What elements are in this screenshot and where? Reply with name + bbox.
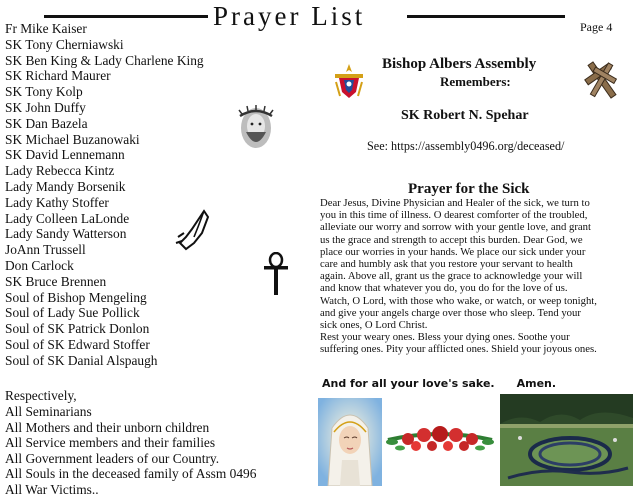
prayer-name-item: SK Tony Cherniawski: [5, 36, 124, 52]
respectively-item: All War Victims..: [5, 481, 99, 497]
prayer-name-item: SK Dan Bazela: [5, 115, 88, 131]
prayer-name-list: [5, 21, 204, 369]
crossed-crosses-icon: [580, 58, 624, 102]
respectively-heading: Respectively,: [5, 388, 77, 403]
prayer-name-item: Soul of Bishop Mengeling: [5, 289, 147, 305]
amen-text: Amen.: [516, 377, 557, 390]
prayer-name-item: Soul of SK Patrick Donlon: [5, 321, 150, 337]
prayer-name-item: SK Michael Buzanowaki: [5, 131, 140, 147]
prayer-name-item: Soul of SK Edward Stoffer: [5, 336, 150, 352]
prayer-name-item: SK David Lennemann: [5, 147, 125, 163]
prayer-name-item: SK Tony Kolp: [5, 84, 83, 100]
gathering-photo-image: [500, 394, 633, 486]
header-rule-right: [407, 15, 565, 18]
prayer-name-item: SK Bruce Brennen: [5, 273, 107, 289]
prayer-line: alleviate our worry and sorrow with your gentle love, and grant: [320, 221, 591, 234]
prayer-name-item: Don Carlock: [5, 257, 74, 273]
prayer-name-item: Soul of Lady Sue Pollick: [5, 305, 140, 321]
prayer-name-item: Fr Mike Kaiser: [5, 21, 87, 36]
prayer-line: again. Above all, grant us the grace to acknowledge your will: [320, 270, 583, 283]
prayer-line: Dear Jesus, Divine Physician and Healer of the sick, we turn to: [320, 197, 590, 209]
praying-hands-icon: [174, 207, 220, 253]
closing-text: And for all your love's sake.: [322, 377, 495, 390]
deceased-link[interactable]: See: https://assembly0496.org/deceased/: [367, 139, 565, 153]
prayer-name-item: SK Richard Maurer: [5, 68, 111, 84]
prayer-line: care and humbly ask that you restore your servant to health: [320, 257, 573, 270]
prayer-line: us the grace and strength to accept this burden. Dear God, we: [320, 233, 583, 246]
prayer-line: and give your angels charge over those who sleep. Tend your: [320, 306, 581, 319]
prayer-name-item: SK Ben King & Lady Charlene King: [5, 52, 204, 68]
assembly-remembers: Remembers:: [440, 74, 511, 89]
prayer-line: Rest your weary ones. Bless your dying ones. Soothe your: [320, 331, 570, 344]
prayer-line: Watch, O Lord, with those who wake, or watch, or weep tonight,: [320, 294, 597, 307]
respectively-item: All Souls in the deceased family of Assm 0496: [5, 466, 257, 482]
respectively-list: [5, 404, 256, 498]
prayer-line: place our worries in your hands. We place our sick under your: [320, 245, 586, 258]
honoree-name: SK Robert N. Spehar: [401, 108, 529, 123]
respectively-item: All Seminarians: [5, 404, 92, 419]
ankh-cross-icon: [262, 252, 290, 296]
prayer-line: suffering ones. Pity your afflicted ones. Shield your joyous ones.: [320, 343, 597, 356]
respectively-item: All Government leaders of our Country.: [5, 450, 220, 466]
prayer-name-item: Lady Kathy Stoffer: [5, 194, 109, 210]
virgin-mary-image: [318, 398, 382, 486]
prayer-title: Prayer for the Sick: [408, 181, 530, 197]
page-title: Prayer List: [213, 1, 366, 31]
prayer-line: and know that whatever you do, you do for the love of us.: [320, 282, 568, 295]
prayer-name-item: Lady Mandy Borsenik: [5, 178, 126, 194]
jesus-crown-of-thorns-icon: [234, 102, 278, 152]
prayer-line: sick ones, O Lord Christ.: [320, 318, 428, 331]
respectively-item: All Mothers and their unborn children: [5, 419, 210, 435]
prayer-name-item: Lady Colleen LaLonde: [5, 210, 130, 226]
prayer-name-item: Soul of SK Danial Alspaugh: [5, 352, 158, 368]
prayer-line: you in this time of illness. O dearest comforter of the troubled,: [320, 209, 588, 222]
prayer-body: [320, 197, 640, 355]
prayer-name-item: JoAnn Trussell: [5, 242, 86, 258]
prayer-name-item: SK John Duffy: [5, 99, 86, 115]
header-rule-left: [44, 15, 208, 18]
prayer-closing: [322, 377, 556, 390]
rose-garland-image: [386, 422, 494, 456]
prayer-name-item: Lady Rebecca Kintz: [5, 163, 115, 179]
knights-emblem-icon: [332, 62, 366, 102]
page-number: Page 4: [580, 20, 613, 34]
respectively-item: All Service members and their families: [5, 435, 216, 451]
prayer-name-item: Lady Sandy Watterson: [5, 226, 127, 242]
assembly-name: Bishop Albers Assembly: [382, 56, 537, 72]
